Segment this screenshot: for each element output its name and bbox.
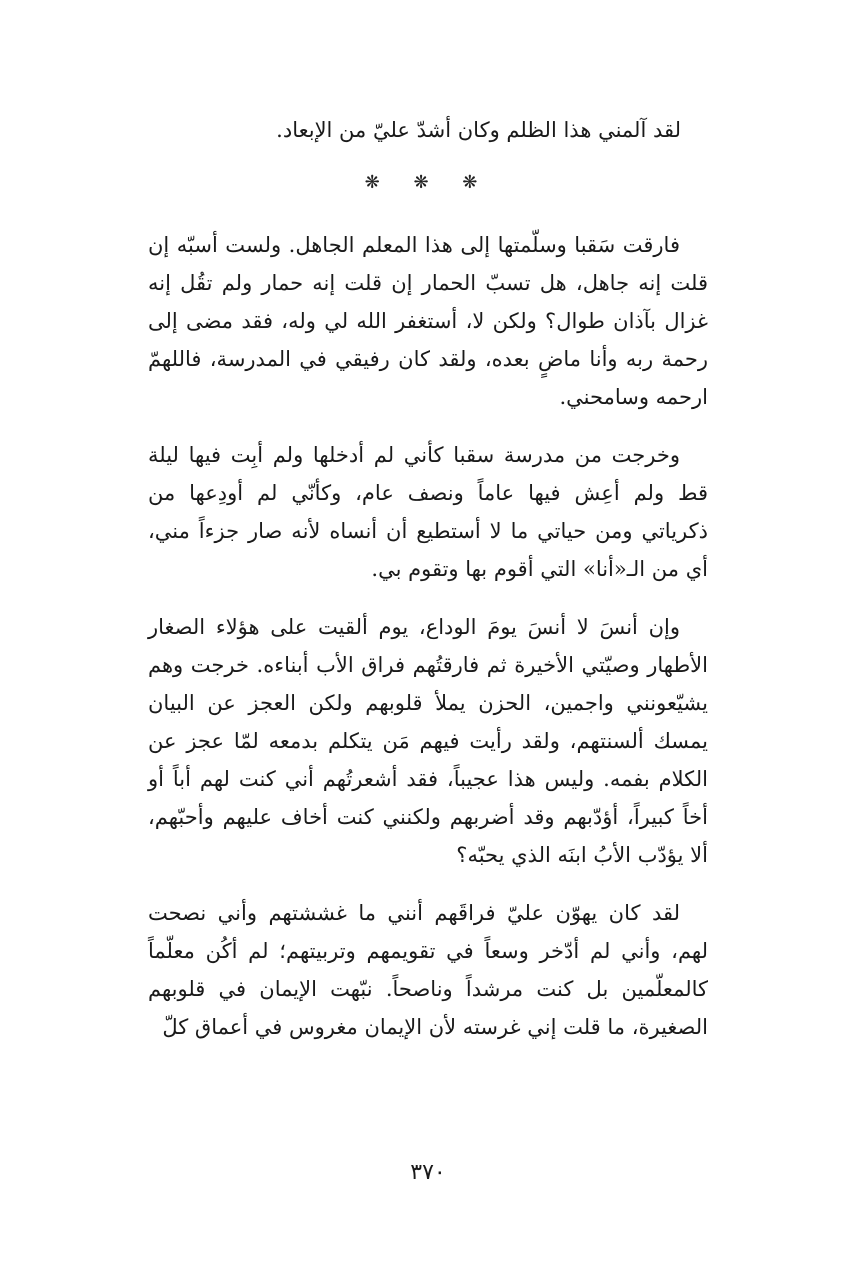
paragraph: وإن أنسَ لا أنسَ يومَ الوداع، يوم ألقيت على هؤلاء الصغار الأطهار وصيّتي الأخيرة ثم فارقتُهم فراق الأب أبناءه. خرجت وهم يشيّعونني واجمين، الحزن يملأ قلوبهم ولكن العجز عن البيان يمسك ألسنتهم، ولقد رأيت فيهم مَن يتكلم بدمعه لمّا عجز عن الكلام بفمه. وليس هذا عجيباً، فقد أشعرتُهم أني كنت لهم أباً أو أخاً كبيراً، أؤدّبهم وقد أضربهم ولكنني كنت أخاف عليهم وأحبّهم، ألا يؤدّب الأبُ ابنَه الذي يحبّه؟ xyxy=(148,615,708,867)
body-text xyxy=(148,226,708,1066)
page-number: ٣٧٠ xyxy=(410,1160,446,1185)
opening-line: لقد آلمني هذا الظلم وكان أشدّ عليّ من الإبعاد. xyxy=(276,118,681,142)
paragraph: فارقت سَقبا وسلّمتها إلى هذا المعلم الجاهل. ولست أسبّه إن قلت إنه جاهل، هل تسبّ الحمار إن قلت إنه حمار ولم تقُل إنه غزال بآذان طوال؟ ولكن لا، أستغفر الله لي وله، فقد مضى إلى رحمة ربه وأنا ماضٍ بعده، ولقد كان رفيقي في المدرسة، فاللهمّ ارحمه وسامحني. xyxy=(148,233,708,409)
paragraph: وخرجت من مدرسة سقبا كأني لم أدخلها ولم أبِت فيها ليلة قط ولم أعِش فيها عاماً ونصف عام، وكأنّي لم أودِعها من ذكرياتي ومن حياتي ما لا أستطيع أن أنساه لأنه صار جزءاً مني، أي من الـ«أنا» التي أقوم بها وتقوم بي. xyxy=(148,443,708,581)
section-separator: ❋ ❋ ❋ xyxy=(364,172,492,193)
paragraph: لقد كان يهوّن عليّ فراقَهم أنني ما غششتهم وأني نصحت لهم، وأني لم أدّخر وسعاً في تقويمهم وتربيتهم؛ لم أكُن معلّماً كالمعلّمين بل كنت مرشداً وناصحاً. نبّهت الإيمان في قلوبهم الصغيرة، ما قلت إني غرسته لأن الإيمان مغروس في أعماق كلّ xyxy=(148,901,708,1039)
